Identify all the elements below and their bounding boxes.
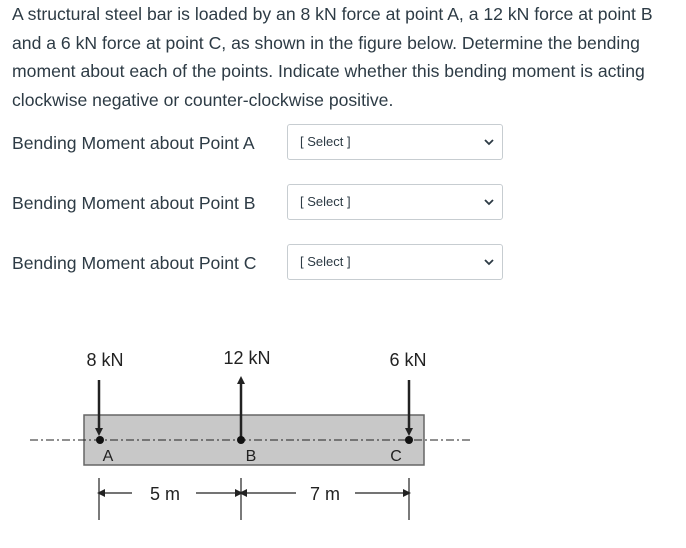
point-b-marker xyxy=(237,436,245,444)
force-label-a: 8 kN xyxy=(86,350,124,370)
select-value: [ Select ] xyxy=(300,254,351,269)
select-value: [ Select ] xyxy=(300,134,351,149)
question-line: A structural steel bar is loaded by an 8 kN force at point A, a 12 kN force at point B xyxy=(12,4,653,24)
force-label-c: 6 kN xyxy=(389,350,427,370)
point-c-marker xyxy=(405,436,413,444)
answer-row-a xyxy=(12,124,502,162)
answer-label-c: Bending Moment about Point C xyxy=(12,253,257,273)
dimension-label-bc: 7 m xyxy=(309,484,341,504)
chevron-down-icon xyxy=(484,257,494,267)
chevron-down-icon xyxy=(484,197,494,207)
point-label-c: C xyxy=(390,448,402,465)
chevron-down-icon xyxy=(484,137,494,147)
point-label-b: B xyxy=(245,448,257,465)
question-line: and a 6 kN force at point C, as shown in the figure below. Determine the bending xyxy=(12,32,640,53)
select-moment-b[interactable] xyxy=(287,184,503,220)
question-line: clockwise negative or counter-clockwise positive. xyxy=(12,89,394,110)
point-label-a: A xyxy=(102,448,114,465)
beam-figure xyxy=(0,330,686,540)
dimension-label-ab: 5 m xyxy=(149,484,181,504)
select-moment-a[interactable] xyxy=(287,124,503,160)
select-moment-c[interactable] xyxy=(287,244,503,280)
answer-label-b: Bending Moment about Point B xyxy=(12,193,256,213)
question-line: moment about each of the points. Indicate whether this bending moment is acting xyxy=(12,61,645,81)
question-text xyxy=(12,0,684,114)
answer-row-c xyxy=(12,244,502,282)
answer-row-b xyxy=(12,184,502,222)
force-label-b: 12 kN xyxy=(223,348,271,368)
select-value: [ Select ] xyxy=(300,194,351,209)
point-a-marker xyxy=(96,436,104,444)
answer-label-a: Bending Moment about Point A xyxy=(12,133,255,153)
